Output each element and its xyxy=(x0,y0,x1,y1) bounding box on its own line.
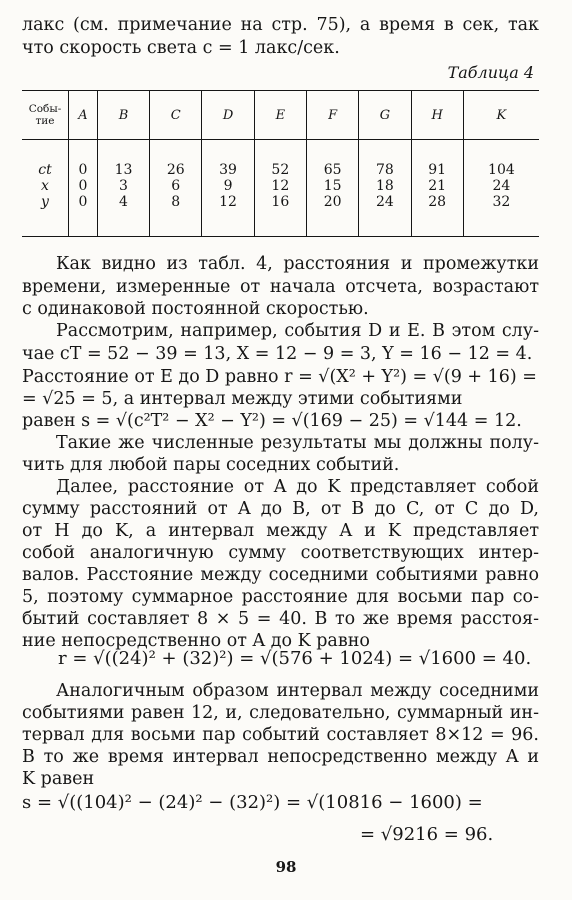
header-event: E xyxy=(254,91,306,140)
paragraph-1-line: Как видно из табл. 4, расстояния и промежутки xyxy=(56,254,539,274)
header-event: D xyxy=(202,91,254,140)
paragraph-5-line: K равен xyxy=(22,769,95,789)
table-cell: 12 xyxy=(254,178,306,194)
intro-line-2: что скорость света c = 1 лакс/сек. xyxy=(22,38,340,58)
table-cell: 18 xyxy=(359,178,411,194)
paragraph-2-line: чае cT = 52 − 39 = 13, X = 12 − 9 = 3, Y = 16 − 12 = 4. xyxy=(22,344,533,364)
table-cell: 13 xyxy=(97,140,149,179)
table-row xyxy=(22,178,539,194)
paragraph-2-line: Расстояние от E до D равно r = √(X² + Y²) = √(9 + 16) = xyxy=(22,367,537,387)
table-cell: 0 xyxy=(69,140,98,179)
row-label: y xyxy=(41,194,49,210)
events-table xyxy=(22,90,539,237)
header-label: Собы-тие xyxy=(22,91,69,140)
paragraph-5-line: В то же время интервал непосредственно между A и xyxy=(22,747,539,767)
paragraph-4-line: от H до K, а интервал между A и K представляет xyxy=(22,521,539,541)
intro-line-1: лакс (см. примечание на стр. 75), а время в сек, так xyxy=(22,15,539,35)
table-cell: 104 xyxy=(463,140,539,179)
table-row xyxy=(22,140,539,179)
paragraph-4-line: сумму расстояний от A до B, от B до C, от C до D, xyxy=(22,499,539,519)
paragraph-5-line: Аналогичным образом интервал между соседними xyxy=(56,681,539,701)
table-cell: 32 xyxy=(463,194,539,237)
page-number: 98 xyxy=(275,858,297,876)
paragraph-2-line: Рассмотрим, например, события D и E. В этом слу- xyxy=(56,321,539,341)
table-cell: 12 xyxy=(202,194,254,237)
paragraph-4-line: собой аналогичную сумму соответствующих интер- xyxy=(22,543,539,563)
paragraph-4-line: бытий составляет 8 × 5 = 40. В то же время расстоя- xyxy=(22,609,539,629)
table-cell: 24 xyxy=(463,178,539,194)
formula-interval-a-k: s = √((104)² − (24)² − (32)²) = √(10816 − 1600) = xyxy=(22,792,483,813)
header-event: K xyxy=(463,91,539,140)
table-cell: 28 xyxy=(411,194,463,237)
paragraph-5-line: тервал для восьми пар событий составляет 8×12 = 96. xyxy=(22,725,539,745)
table-cell: 16 xyxy=(254,194,306,237)
table-cell: 91 xyxy=(411,140,463,179)
formula-distance-a-k: r = √((24)² + (32)²) = √(576 + 1024) = √1600 = 40. xyxy=(58,648,532,669)
row-label: x xyxy=(41,178,49,194)
table-cell: 20 xyxy=(306,194,358,237)
table-cell: 3 xyxy=(97,178,149,194)
row-label: ct xyxy=(38,162,52,178)
formula-interval-result: = √9216 = 96. xyxy=(360,824,494,845)
table-cell: 24 xyxy=(359,194,411,237)
table-cell: 0 xyxy=(69,194,98,237)
table-cell: 9 xyxy=(202,178,254,194)
header-event: B xyxy=(97,91,149,140)
paragraph-1-line: времени, измеренные от начала отсчета, возрастают xyxy=(22,277,539,297)
paragraph-2-line: равен s = √(c²T² − X² − Y²) = √(169 − 25) = √144 = 12. xyxy=(22,411,522,431)
paragraph-1-line: с одинаковой постоянной скоростью. xyxy=(22,299,369,319)
table-cell: 21 xyxy=(411,178,463,194)
table-caption: Таблица 4 xyxy=(447,63,534,82)
table-header-row xyxy=(22,91,539,140)
header-event: A xyxy=(69,91,98,140)
paragraph-3-line: чить для любой пары соседних событий. xyxy=(22,455,400,475)
header-event: H xyxy=(411,91,463,140)
paragraph-3-line: Такие же численные результаты мы должны полу- xyxy=(56,433,539,453)
paragraph-2-line: = √25 = 5, а интервал между этими событиями xyxy=(22,389,463,409)
paragraph-5-line: событиями равен 12, и, следовательно, суммарный ин- xyxy=(22,703,539,723)
paragraph-4-line: ние непосредственно от A до K равно xyxy=(22,631,370,651)
header-event: G xyxy=(359,91,411,140)
table-cell: 52 xyxy=(254,140,306,179)
table-cell: 4 xyxy=(97,194,149,237)
table-cell: 0 xyxy=(69,178,98,194)
table-cell: 6 xyxy=(150,178,202,194)
paragraph-4-line: валов. Расстояние между соседними событиями равно xyxy=(22,565,539,585)
table-cell: 65 xyxy=(306,140,358,179)
table-cell: 26 xyxy=(150,140,202,179)
paragraph-4-line: 5, поэтому суммарное расстояние для восьми пар со- xyxy=(22,587,539,607)
table-cell: 39 xyxy=(202,140,254,179)
paragraph-4-line: Далее, расстояние от A до K представляет собой xyxy=(56,477,539,497)
header-event: C xyxy=(150,91,202,140)
table-row xyxy=(22,194,539,237)
table-cell: 15 xyxy=(306,178,358,194)
header-event: F xyxy=(306,91,358,140)
table-cell: 8 xyxy=(150,194,202,237)
table-cell: 78 xyxy=(359,140,411,179)
